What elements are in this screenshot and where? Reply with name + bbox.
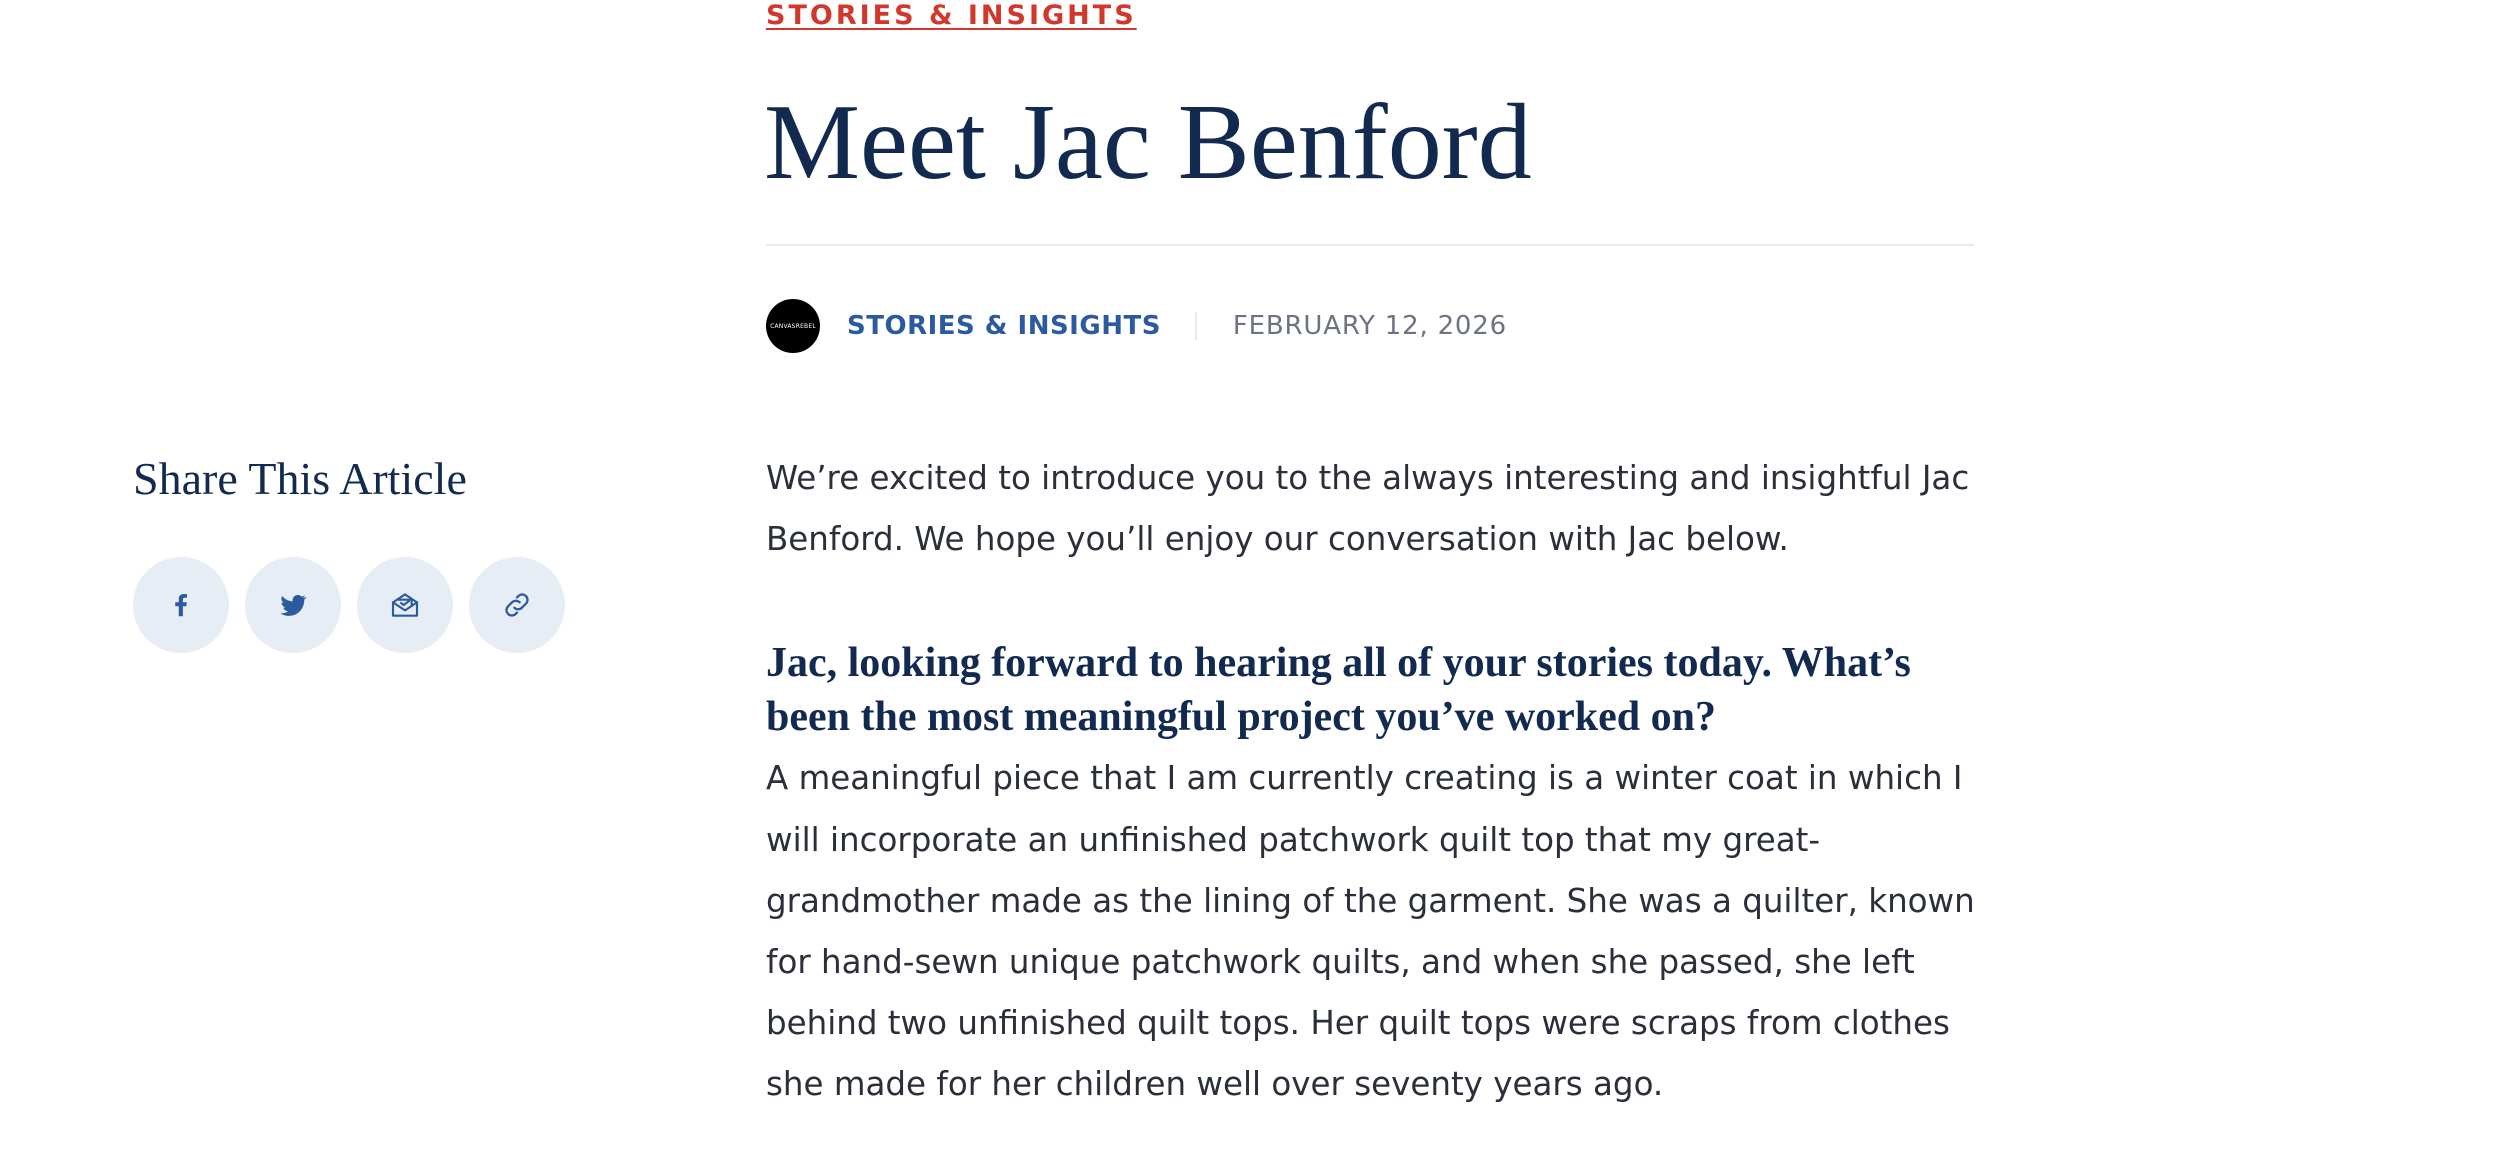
avatar[interactable]: [766, 299, 820, 353]
interview-question: Jac, looking forward to hearing all of your stories today. What’s been the most meaningful project you’ve worked on?: [766, 640, 1911, 741]
publish-date: FEBRUARY 12, 2026: [1232, 311, 1507, 341]
title-divider: [766, 244, 1974, 246]
link-icon: [501, 589, 533, 621]
meta-separator: [1195, 312, 1197, 340]
avatar-logo-text: CANVASREBEL: [770, 322, 816, 330]
article-intro: We’re excited to introduce you to the always interesting and insightful Jac Benford. We hope you’ll enjoy our conversation with Jac below.: [766, 459, 1970, 559]
facebook-icon: [166, 590, 196, 620]
interview-answer: A meaningful piece that I am currently creating is a winter coat in which I will incorporate an unfinished patchwork quilt top that my great-grandmother made as the lining of the garment. She was a quilter, known for hand-sewn unique patchwork quilts, and when she passed, she left behind two unfinished quilt tops. Her quilt tops were scraps from clothes she made for her children well over seventy years ago.: [766, 759, 1975, 1104]
email-icon: [389, 589, 421, 621]
share-copy-link-button[interactable]: [469, 557, 565, 653]
author-link[interactable]: STORIES & INSIGHTS: [847, 311, 1161, 341]
share-email-button[interactable]: [357, 557, 453, 653]
share-twitter-button[interactable]: [245, 557, 341, 653]
page-title: Meet Jac Benford: [764, 83, 1532, 202]
article-meta: [766, 298, 1507, 354]
twitter-icon: [278, 590, 308, 620]
category-link[interactable]: STORIES & INSIGHTS: [766, 0, 1137, 31]
share-facebook-button[interactable]: [133, 557, 229, 653]
share-title: Share This Article: [133, 453, 467, 504]
share-buttons: [133, 557, 565, 653]
article-body: [766, 448, 1981, 1116]
